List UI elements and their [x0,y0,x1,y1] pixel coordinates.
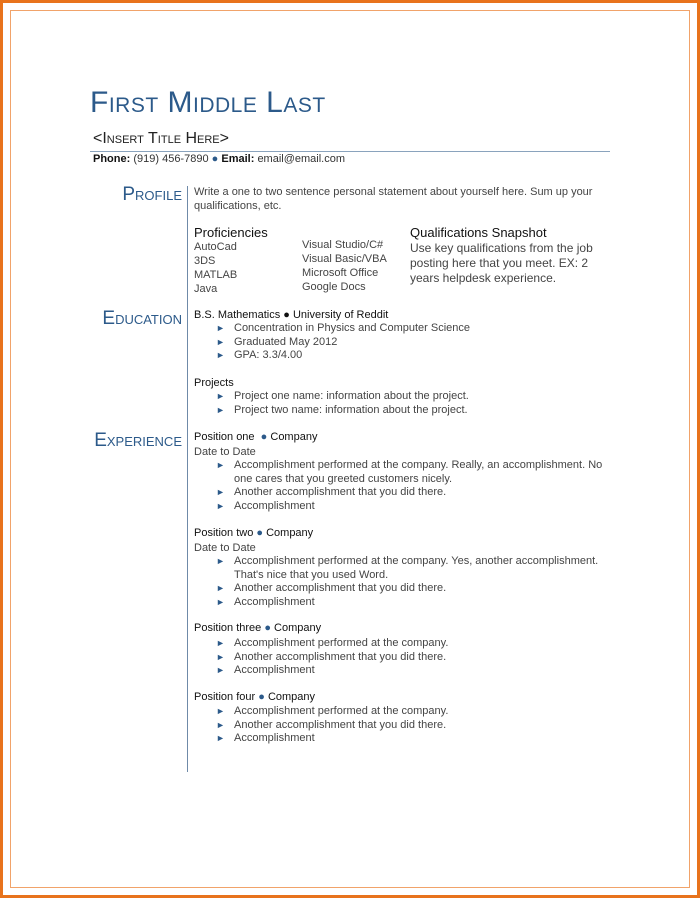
bullet-arrow-icon: ► [216,323,225,333]
skill-item: Google Docs [302,281,366,293]
skill-item: AutoCad [194,241,237,253]
job-company: Company [274,622,322,634]
list-item: ► Another accomplishment that you did there. [216,718,447,731]
bullet-arrow-icon: ► [216,706,225,716]
bullet-arrow-icon: ► [216,460,225,470]
bullet-arrow-icon: ► [216,336,225,347]
list-item: ► Graduated May 2012 [216,335,338,348]
list-item: ► Project one name: information about the project. [216,390,469,402]
list-item: ► Accomplishment [216,664,315,676]
separator-dot: ● [264,622,271,634]
job-position: Position three [194,622,262,634]
degree: B.S. Mathematics [194,309,281,321]
list-item: ► Accomplishment performed at the company. Really, an accomplishment. No one cares that you greeted customers nicely. [216,459,603,485]
qualifications-heading: Qualifications Snapshot [410,225,547,240]
list-item: ► Accomplishment performed at the company. [216,637,449,649]
job-position: Position one [194,431,255,443]
separator-dot: ● [256,527,264,539]
list-item: ► Accomplishment performed at the company. [216,705,449,717]
job-dates: Date to Date [194,542,256,554]
phone-value: (919) 456-7890 [133,153,209,165]
job-company: Company [266,527,314,539]
job-company: Company [267,691,316,703]
skill-item: Microsoft Office [302,267,379,279]
bullet-arrow-icon: ► [216,391,225,401]
qualifications-text: Use key qualifications from the job posting here that you meet. EX: 2 years helpdesk experience. [410,241,593,285]
education-list [194,322,614,363]
contact-line [93,153,345,165]
list-item: ► Another accomplishment that you did there. [216,650,447,663]
list-item: ► Accomplishment [216,499,315,512]
skills-column-1 [194,240,237,296]
skill-item: Visual Studio/C# [302,239,384,251]
skill-item: MATLAB [194,269,238,281]
bullet-arrow-icon: ► [216,350,225,360]
job-accomplishments [194,637,609,678]
email-value: email@email.com [257,153,346,165]
education-degree-line [194,308,388,322]
job-header [194,691,315,703]
bullet-arrow-icon: ► [216,651,225,662]
bullet-arrow-icon: ► [216,733,225,743]
list-item: ► Accomplishment [216,595,315,608]
bullet-arrow-icon: ► [216,556,225,566]
list-item: ► Another accomplishment that you did there. [216,582,447,594]
list-item: ► GPA: 3.3/4.00 [216,349,303,361]
skills-column-2 [302,238,387,294]
list-item: ► Accomplishment [216,732,315,744]
job-accomplishments [194,459,609,513]
projects-list [194,390,614,417]
separator-dot: ● [258,691,265,703]
section-title-experience: Experience [94,430,182,451]
list-item: ► Accomplishment performed at the company. Yes, another accomplishment. That's nice that you used Word. [216,555,599,581]
job-dates: Date to Date [194,446,256,458]
list-item: ► Concentration in Physics and Computer Science [216,322,471,334]
bullet-arrow-icon: ► [216,665,225,675]
list-item: ► Another accomplishment that you did there. [216,486,447,498]
bullet-arrow-icon: ► [216,583,225,593]
phone-label: Phone: [93,153,131,165]
bullet-arrow-icon: ► [216,487,225,497]
resume-name: First Middle Last [90,86,326,119]
separator-dot: ● [283,309,290,321]
skill-item: Java [194,283,218,295]
proficiencies-heading: Proficiencies [194,225,268,240]
job-header [194,622,321,634]
list-item: ► Project two name: information about the project. [216,403,468,416]
email-label: Email: [221,153,255,165]
job-position: Position two [194,527,254,539]
job-position: Position four [194,691,256,703]
section-divider [187,186,188,772]
school: University of Reddit [292,309,389,321]
separator-dot: ● [211,153,219,165]
job-header [194,527,313,539]
bullet-arrow-icon: ► [216,638,225,648]
resume-title: <Insert Title Here> [93,130,229,147]
bullet-arrow-icon: ► [216,404,225,415]
section-title-education: Education [102,308,182,329]
bullet-arrow-icon: ► [216,719,225,730]
bullet-arrow-icon: ► [216,500,225,511]
section-title-profile: Profile [122,184,182,205]
profile-statement: Write a one to two sentence personal statement about yourself here. Sum up your qualifications, etc. [194,186,593,212]
separator-dot: ● [257,431,268,443]
skill-item: 3DS [194,255,216,267]
job-accomplishments [194,705,609,746]
job-header [194,431,317,443]
bullet-arrow-icon: ► [216,596,225,607]
job-accomplishments [194,555,609,609]
header-divider [90,151,610,152]
skill-item: Visual Basic/VBA [302,253,387,265]
projects-heading: Projects [194,377,234,389]
job-company: Company [270,431,318,443]
